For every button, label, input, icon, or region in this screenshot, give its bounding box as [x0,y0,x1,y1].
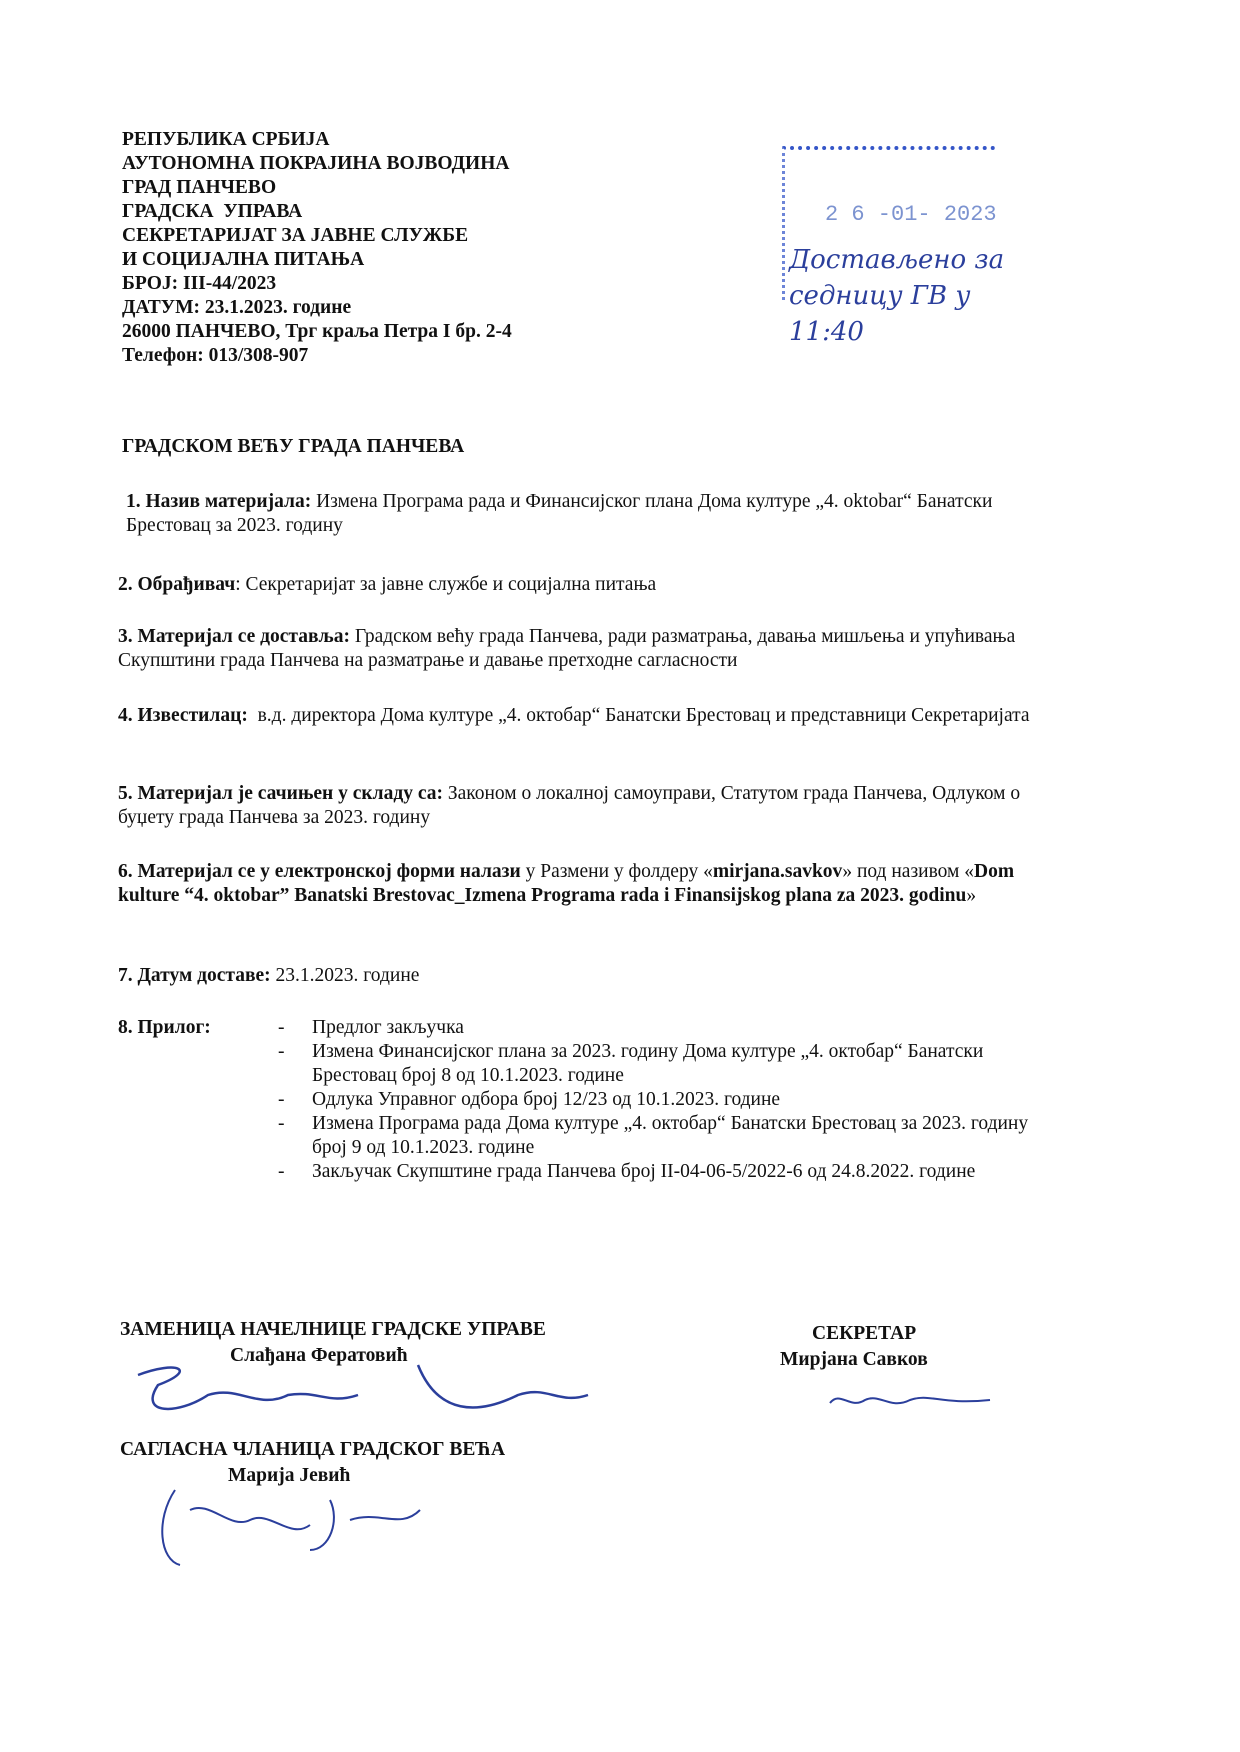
item-text: Измена Програма рада и Финансијског плана Дома културе „4. oktobar“ Банатски Брестовац за 2023. годину [126,491,993,536]
deputy-title: ЗАМЕНИЦА НАЧЕЛНИЦЕ ГРАДСКЕ УПРАВЕ [120,1319,546,1340]
item-label: 2. Обрађивач [118,574,236,595]
item-text: Законом о локалној самоуправи, Статутом града Панчева, Одлуком о буџету града Панчева за 2023. годину [118,783,1021,828]
item-text: у Размени у фолдеру « [520,861,713,882]
attachment-item: - Закључак Скупштине града Панчева број II-04-06-5/2022-6 од 24.8.2022. године [278,1160,1038,1184]
deputy-signature [118,1355,598,1430]
stamp-handwriting: Достављено за седницу ГВ у 11:40 [789,245,1005,347]
letterhead-line: СЕКРЕТАРИЈАТ ЗА ЈАВНЕ СЛУЖБЕ [122,225,469,246]
item-label: 3. Материјал се доставља: [118,626,350,647]
document-date: ДАТУМ: 23.1.2023. године [122,297,352,318]
item-label: 4. Известилац: [118,705,248,726]
letterhead-line: РЕПУБЛИКА СРБИЈА [122,129,330,150]
letterhead-line: АУТОНОМНА ПОКРАЈИНА ВОЈВОДИНА [122,153,510,174]
item-label: 7. Датум доставе: [118,965,271,986]
secretary-signature [820,1385,1000,1415]
file-name: Dom kulture “4. oktobar” Banatski Brestovac_Izmena Programa rada i Finansijskog plana za 2023. godinu [118,861,1015,906]
letterhead-line: И СОЦИЈАЛНА ПИТАЊА [122,249,365,270]
item-material-name [126,490,1076,538]
attachment-item: - Измена Програма рада Дома културе „4. октобар“ Банатски Брестовац за 2023. годину број 9 од 10.1.2023. године [278,1112,1038,1160]
attachment-item: - Одлука Управног одбора број 12/23 од 10.1.2023. године [278,1088,1038,1112]
item-text: : Секретаријат за јавне службе и социјална питања [235,574,657,595]
folder-name: mirjana.savkov [712,861,843,882]
council-member-title: САГЛАСНА ЧЛАНИЦА ГРАДСКОГ ВЕЋА [120,1439,506,1460]
attachments-label: 8. Прилог: [118,1017,211,1038]
item-delivered-to [118,625,1068,673]
item-text: Градском већу града Панчева, ради разматрања, давања мишљења и упућивања Скупштини града Панчева на разматрање и давање претходне сагласности [118,626,1016,671]
item-processor [118,573,1068,597]
document-number: БРОЈ: III-44/2023 [122,273,277,294]
item-text: » под називом « [842,861,975,882]
letterhead [122,128,512,368]
item-text: в.д. директора Дома културе „4. октобар“ Банатски Брестовац и представници Секретаријата [247,705,1030,726]
phone: Телефон: 013/308-907 [122,345,309,366]
council-member-signature [150,1480,430,1570]
deputy-name: Слађана Фератовић [230,1345,408,1366]
stamp-date: 2 6 -01- 2023 [825,202,997,227]
attachment-item: - Предлог закључка [278,1016,1038,1040]
received-stamp [782,146,1005,347]
item-legal-basis [118,782,1068,830]
secretary-title: СЕКРЕТАР [812,1323,917,1344]
item-delivery-date [118,964,1068,988]
secretary-name: Мирјана Савков [780,1349,928,1370]
address: 26000 ПАНЧЕВО, Трг краља Петра I бр. 2-4 [122,321,512,342]
item-electronic-form [118,860,1068,908]
letterhead-line: ГРАД ПАНЧЕВО [122,177,277,198]
item-reporter [118,704,1068,728]
item-text: 23.1.2023. године [270,965,420,986]
council-member-name: Марија Јевић [228,1465,351,1486]
item-text: » [966,885,977,906]
recipient: ГРАДСКОМ ВЕЋУ ГРАДА ПАНЧЕВА [122,436,465,457]
attachment-item: - Измена Финансијског плана за 2023. годину Дома културе „4. октобар“ Банатски Брестовац број 8 од 10.1.2023. године [278,1040,1038,1088]
item-label: 5. Материјал је сачињен у складу са: [118,783,443,804]
letterhead-line: ГРАДСКА УПРАВА [122,201,303,222]
item-label: 6. Материјал се у електронској форми налази [118,861,521,882]
item-label: 1. Назив материјала: [126,491,312,512]
